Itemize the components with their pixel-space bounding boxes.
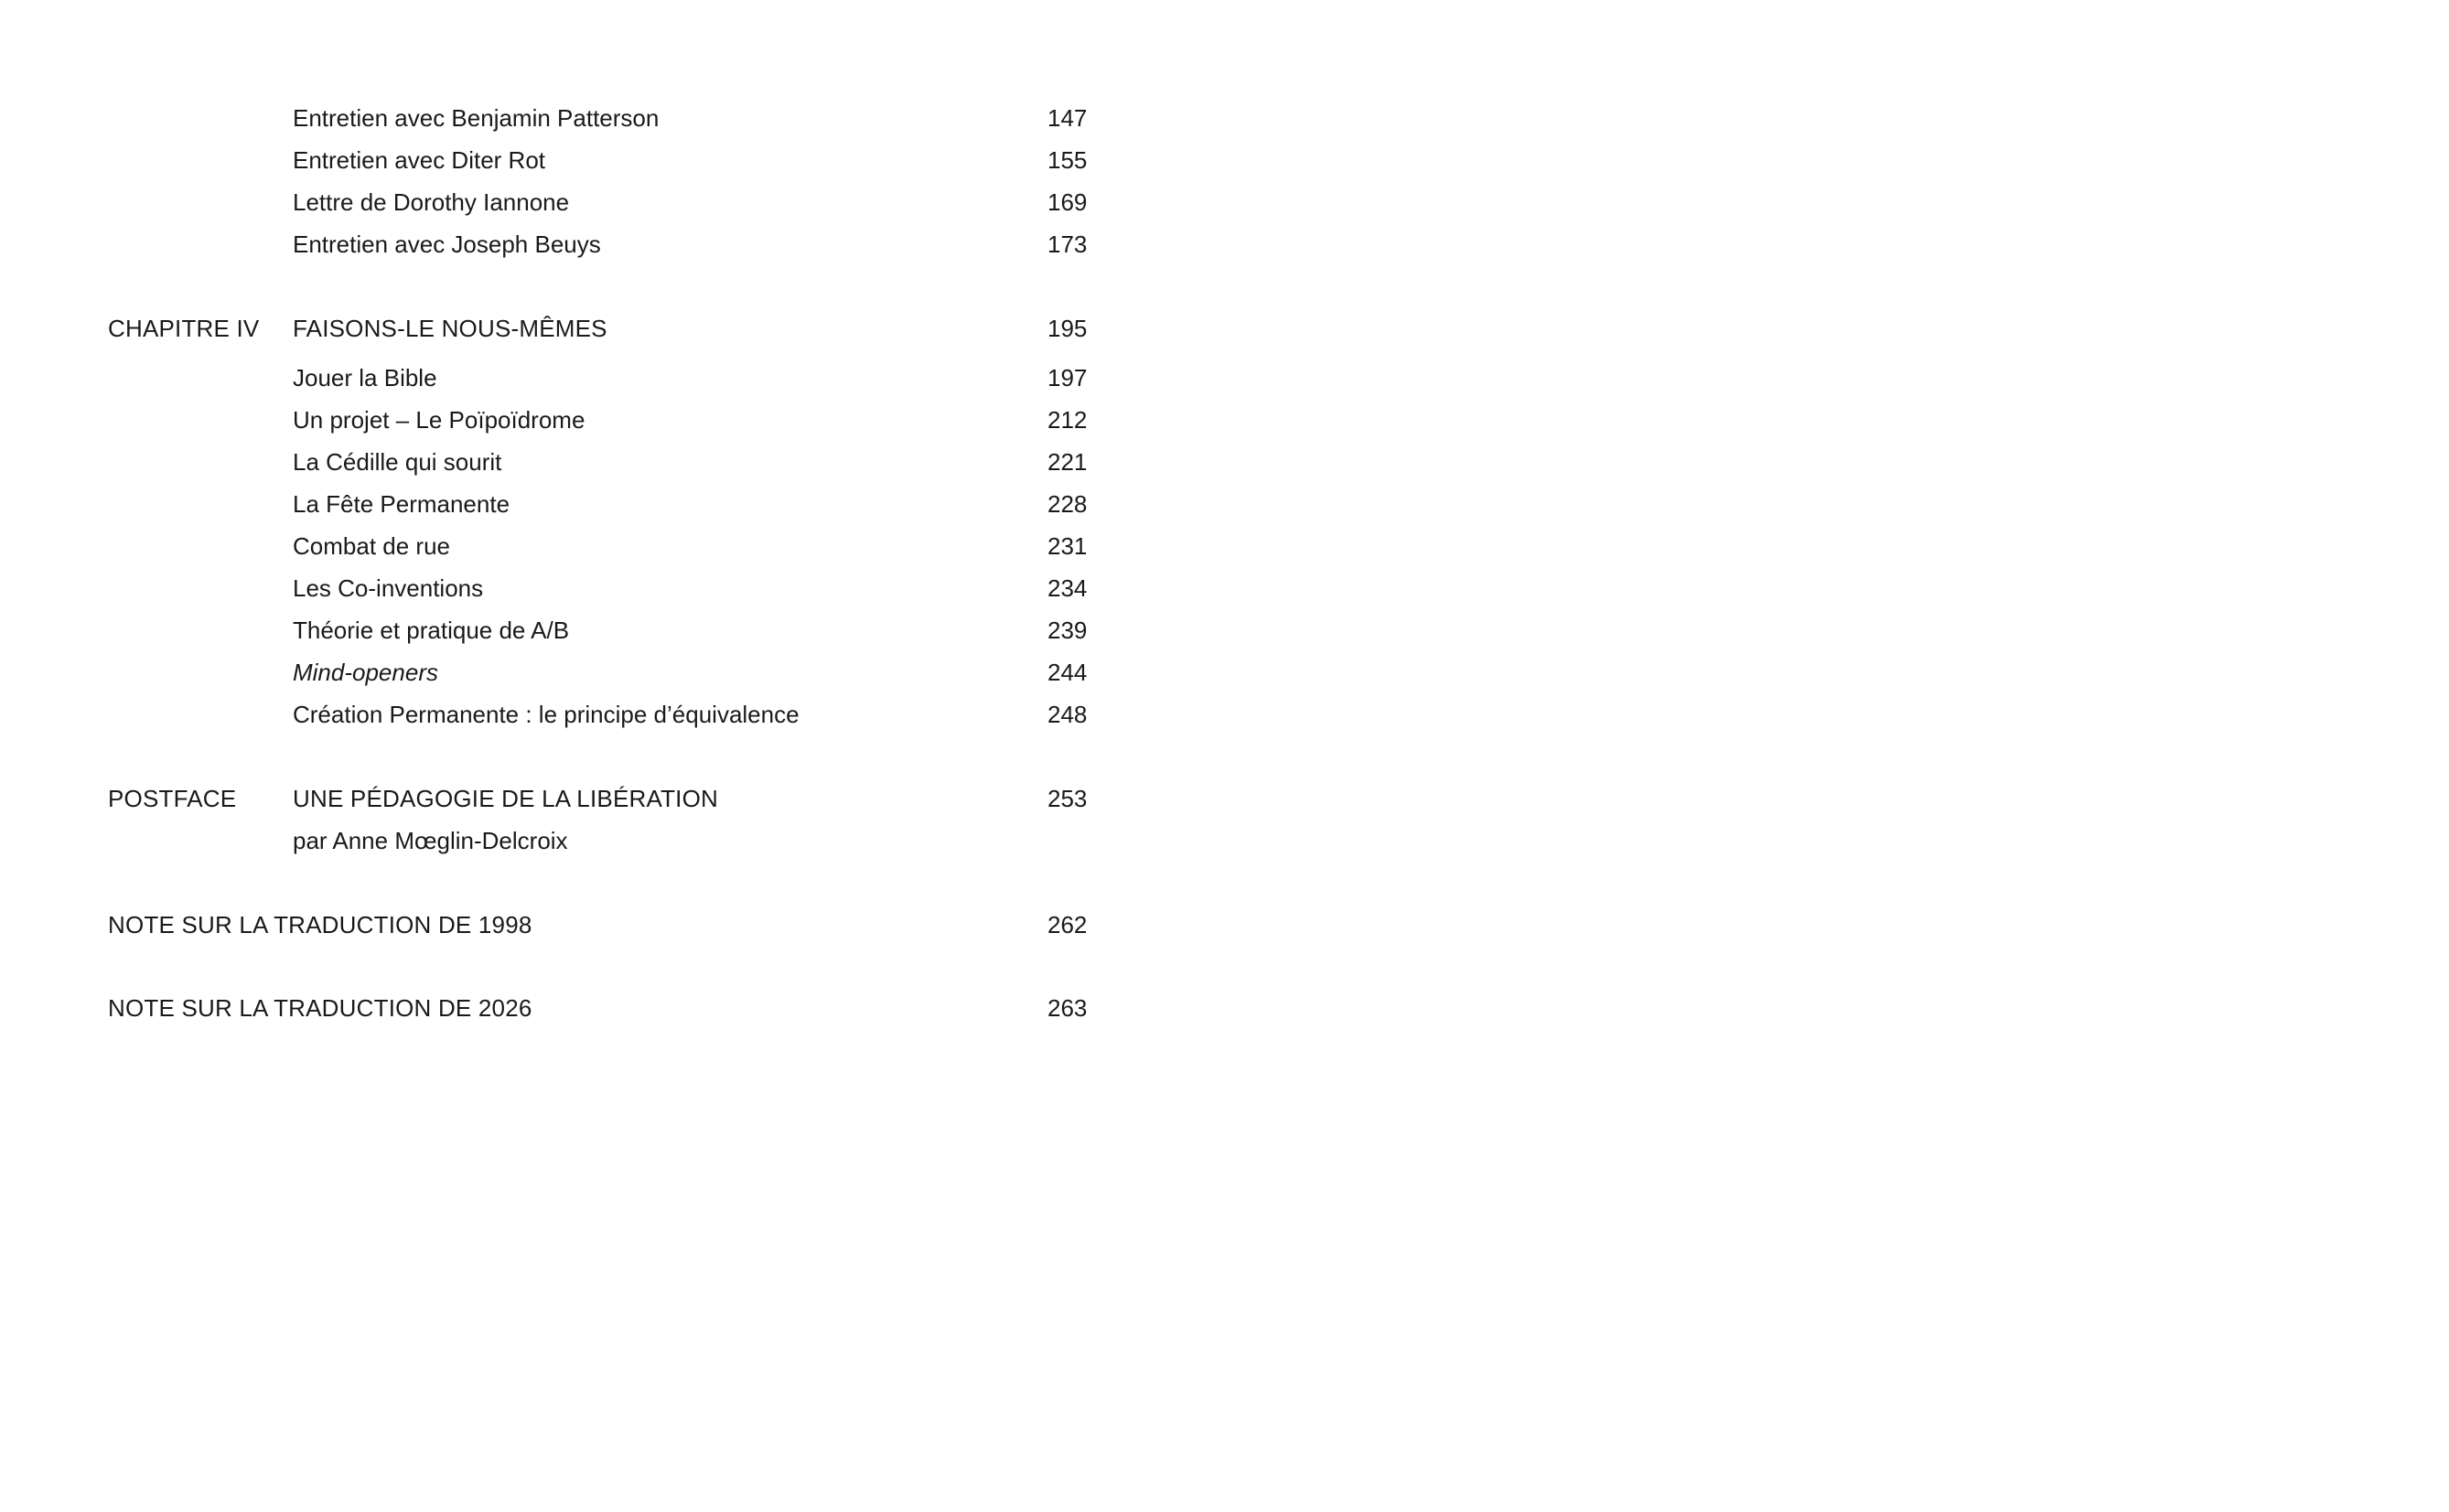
toc-entry-page: 212 xyxy=(1047,406,1088,434)
toc-note-heading xyxy=(0,913,1144,946)
toc-entry-title: Combat de rue xyxy=(293,532,450,560)
toc-entry-title: Jouer la Bible xyxy=(293,364,437,391)
toc-entry xyxy=(0,106,1144,139)
table-of-contents xyxy=(0,0,1189,1098)
toc-entry-author xyxy=(0,829,1144,862)
toc-entry-page: 221 xyxy=(1047,448,1088,476)
toc-entry xyxy=(0,232,1144,265)
toc-entry-page: 173 xyxy=(1047,231,1088,258)
toc-entry xyxy=(0,618,1144,651)
toc-entry-title: Mind-openers xyxy=(293,659,438,686)
toc-entry xyxy=(0,450,1144,483)
toc-entry xyxy=(0,366,1144,399)
toc-entry-title: Entretien avec Diter Rot xyxy=(293,146,546,174)
toc-entry-page: 239 xyxy=(1047,617,1088,644)
toc-entry-page: 147 xyxy=(1047,104,1088,132)
toc-entry-title: Création Permanente : le principe d’équivalence xyxy=(293,701,800,728)
toc-entry-page: 195 xyxy=(1047,315,1088,342)
toc-entry-title: Lettre de Dorothy Iannone xyxy=(293,188,570,216)
toc-entry-title: La Fête Permanente xyxy=(293,490,510,518)
toc-entry-page: 244 xyxy=(1047,659,1088,686)
toc-entry xyxy=(0,190,1144,223)
toc-entry-title: Un projet – Le Poïpoïdrome xyxy=(293,406,585,434)
toc-entry-author-text: par Anne Mœglin-Delcroix xyxy=(293,827,568,854)
toc-entry-title: Théorie et pratique de A/B xyxy=(293,617,570,644)
toc-note-heading xyxy=(0,996,1144,1029)
toc-postface-title: UNE PÉDAGOGIE DE LA LIBÉRATION xyxy=(293,785,718,812)
toc-entry xyxy=(0,148,1144,181)
toc-note-title: NOTE SUR LA TRADUCTION DE 1998 xyxy=(108,911,532,938)
toc-entry-page: 197 xyxy=(1047,364,1088,391)
toc-chapter-heading xyxy=(0,316,1144,349)
toc-entry-page: 155 xyxy=(1047,146,1088,174)
toc-entry-page: 231 xyxy=(1047,532,1088,560)
toc-entry xyxy=(0,534,1144,567)
toc-note-title: NOTE SUR LA TRADUCTION DE 2026 xyxy=(108,994,532,1022)
toc-entry-title: La Cédille qui sourit xyxy=(293,448,502,476)
toc-entry-page: 253 xyxy=(1047,785,1088,812)
toc-entry xyxy=(0,576,1144,609)
toc-entry-title: Entretien avec Joseph Beuys xyxy=(293,231,601,258)
toc-postface-heading xyxy=(0,787,1144,820)
toc-entry xyxy=(0,492,1144,525)
toc-entry-page: 228 xyxy=(1047,490,1088,518)
toc-entry-page: 169 xyxy=(1047,188,1088,216)
toc-entry-title: Les Co-inventions xyxy=(293,574,484,602)
toc-postface-label: POSTFACE xyxy=(108,785,237,812)
toc-chapter-label: CHAPITRE IV xyxy=(108,315,260,342)
toc-entry xyxy=(0,660,1144,693)
toc-entry-page: 234 xyxy=(1047,574,1088,602)
toc-entry-title: Entretien avec Benjamin Patterson xyxy=(293,104,660,132)
toc-entry xyxy=(0,702,1144,735)
toc-entry-page: 248 xyxy=(1047,701,1088,728)
toc-entry-page: 262 xyxy=(1047,911,1088,938)
toc-entry-page: 263 xyxy=(1047,994,1088,1022)
toc-entry xyxy=(0,408,1144,441)
toc-chapter-title: FAISONS-LE NOUS-MÊMES xyxy=(293,315,607,342)
